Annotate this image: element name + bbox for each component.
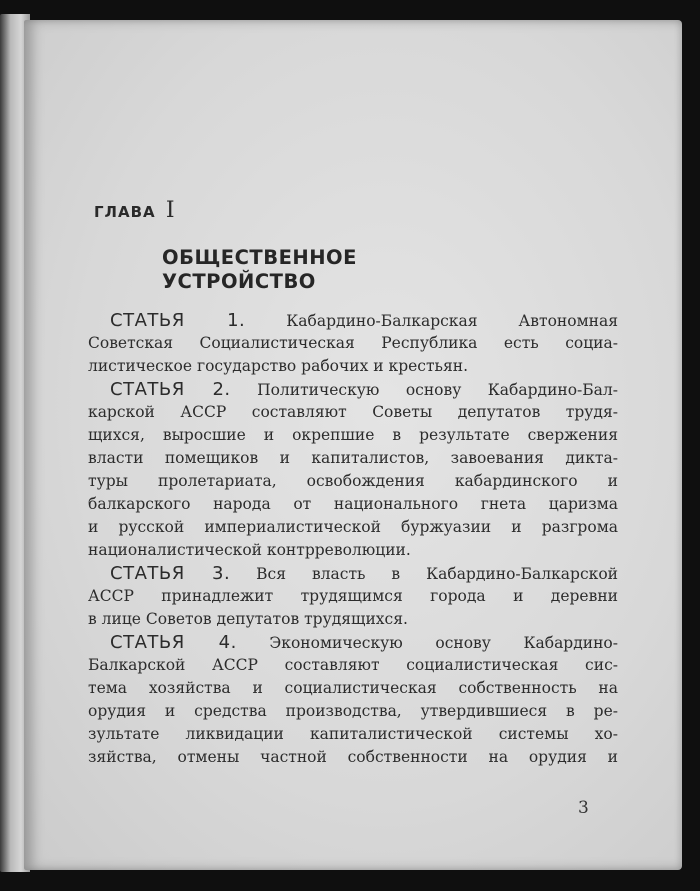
text-line: туры пролетариата, освобождения кабардинского и	[88, 472, 618, 490]
text-line: Советская Социалистическая Республика есть социа-	[88, 334, 618, 352]
text-line: СТАТЬЯ 3. Вся власть в Кабардино-Балкарской	[110, 563, 618, 584]
article-label: СТАТЬЯ 3.	[110, 563, 231, 584]
text-line: зультате ликвидации капиталистической системы хо-	[88, 725, 618, 743]
text-line: тема хозяйства и социалистическая собственность на	[88, 679, 618, 697]
constitution-text	[88, 309, 618, 769]
section-title-line-1: ОБЩЕСТВЕННОЕ	[162, 246, 357, 269]
text-line: и русской империалистической буржуазии и разгрома	[88, 518, 618, 536]
text-line: националистической контрреволюции.	[88, 541, 411, 559]
text-line: Балкарской АССР составляют социалистическая сис-	[88, 656, 618, 674]
text-line: власти помещиков и капиталистов, завоевания дикта-	[88, 449, 618, 467]
section-title	[162, 246, 357, 294]
chapter-label: ГЛАВА	[94, 203, 156, 221]
text-line: в лице Советов депутатов трудящихся.	[88, 610, 408, 628]
text-line: СТАТЬЯ 1. Кабардино-Балкарская Автономная	[110, 310, 618, 331]
section-title-line-2: УСТРОЙСТВО	[162, 270, 316, 293]
text-line: листическое государство рабочих и крестьян.	[88, 357, 469, 375]
text-line: СТАТЬЯ 4. Экономическую основу Кабардино-	[110, 632, 619, 653]
page-number: 3	[578, 798, 589, 818]
text-line: балкарского народа от национального гнета царизма	[88, 495, 618, 513]
chapter-number: I	[165, 198, 176, 223]
chapter-heading	[94, 198, 176, 223]
text-line: карской АССР составляют Советы депутатов трудя-	[88, 403, 618, 421]
text-line: СТАТЬЯ 2. Политическую основу Кабардино-Бал-	[110, 379, 619, 400]
article-label: СТАТЬЯ 4.	[110, 632, 237, 653]
text-line: зяйства, отмены частной собственности на орудия и	[88, 748, 618, 766]
article-label: СТАТЬЯ 2.	[110, 379, 231, 400]
book-page	[24, 20, 682, 870]
text-line: орудия и средства производства, утвердившиеся в ре-	[88, 702, 618, 720]
text-line: АССР принадлежит трудящимся города и деревни	[88, 587, 618, 605]
article-label: СТАТЬЯ 1.	[110, 310, 246, 331]
text-line: щихся, выросшие и окрепшие в результате свержения	[88, 426, 618, 444]
